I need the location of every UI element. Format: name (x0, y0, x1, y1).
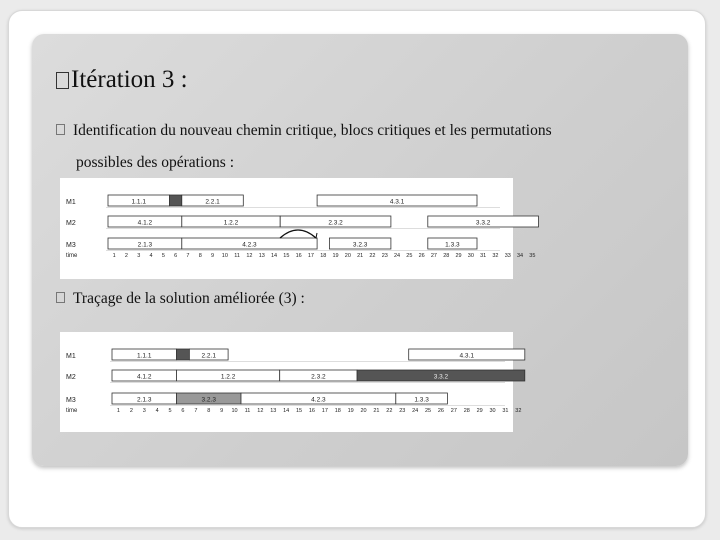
machine-label: M3 (66, 242, 76, 249)
time-tick-label: 16 (295, 253, 302, 259)
time-tick-label: 20 (360, 408, 367, 414)
bullet-2 (56, 290, 305, 308)
time-tick-label: 30 (467, 253, 474, 259)
time-tick-label: 3 (137, 253, 141, 259)
time-axis-label: time (66, 253, 78, 259)
task-label: 3.3.2 (475, 219, 491, 227)
slide-title-text: Itération 3 : (71, 66, 188, 93)
machine-label: M3 (66, 397, 76, 404)
time-tick-label: 11 (244, 408, 251, 414)
task-label: 4.1.2 (137, 373, 152, 381)
bullet-box-icon (56, 292, 65, 303)
task-label: 4.1.2 (137, 219, 153, 227)
time-tick-label: 23 (399, 408, 406, 414)
time-tick-label: 15 (295, 408, 303, 414)
bullet-2-text: Traçage de la solution améliorée (3) : (73, 290, 305, 307)
time-tick-label: 31 (502, 408, 509, 414)
machine-label: M2 (66, 374, 76, 381)
time-tick-label: 27 (450, 408, 457, 414)
time-tick-label: 5 (161, 253, 165, 259)
time-tick-label: 10 (221, 253, 228, 259)
task-label: 3.2.3 (352, 241, 368, 249)
task-label: 4.2.3 (242, 241, 257, 249)
time-tick-label: 17 (307, 253, 315, 259)
time-tick-label: 21 (357, 253, 364, 259)
time-tick-label: 8 (207, 408, 211, 414)
time-tick-label: 19 (347, 408, 354, 414)
time-tick-label: 17 (321, 408, 328, 414)
time-tick-label: 7 (186, 253, 190, 259)
task-label: 1.1.1 (137, 352, 152, 360)
time-tick-label: 19 (332, 253, 339, 259)
machine-label: M2 (66, 220, 76, 227)
time-tick-label: 22 (386, 408, 393, 414)
task-label: 2.3.2 (328, 219, 343, 227)
time-tick-label: 24 (412, 408, 419, 414)
time-tick-label: 31 (480, 253, 487, 259)
task-label: 4.2.3 (311, 396, 326, 404)
time-tick-label: 20 (344, 253, 351, 259)
bullet-1 (56, 122, 552, 140)
time-tick-label: 29 (476, 408, 483, 414)
time-tick-label: 32 (515, 408, 522, 414)
time-tick-label: 11 (234, 253, 241, 259)
task-label: 1.3.3 (414, 396, 429, 404)
time-tick-label: 30 (489, 408, 496, 414)
time-tick-label: 10 (231, 408, 238, 414)
gantt-chart-2-svg (60, 332, 522, 432)
time-tick-label: 6 (181, 408, 185, 414)
time-tick-label: 34 (516, 253, 524, 259)
task-bar (170, 195, 182, 206)
task-label: 4.3.1 (459, 352, 474, 360)
task-label: 2.2.1 (205, 198, 220, 206)
time-tick-label: 25 (406, 253, 413, 259)
time-tick-label: 21 (373, 408, 380, 414)
task-label: 2.1.3 (137, 241, 153, 249)
time-tick-label: 18 (334, 408, 341, 414)
machine-label: M1 (66, 199, 76, 206)
time-tick-label: 14 (270, 253, 278, 259)
time-tick-label: 13 (258, 253, 265, 259)
task-label: 2.1.3 (137, 396, 152, 404)
time-tick-label: 4 (149, 253, 153, 259)
gantt-chart-solution (60, 332, 522, 432)
task-label: 1.2.2 (223, 219, 239, 227)
time-tick-label: 14 (283, 408, 290, 414)
time-tick-label: 27 (430, 253, 438, 259)
time-tick-label: 9 (211, 253, 215, 259)
task-bar (177, 349, 190, 360)
time-tick-label: 32 (492, 253, 499, 259)
task-label: 1.2.2 (220, 373, 236, 381)
time-tick-label: 13 (270, 408, 277, 414)
task-label: 1.1.1 (131, 198, 146, 206)
time-tick-label: 33 (504, 253, 511, 259)
task-label: 2.3.2 (311, 373, 326, 381)
time-tick-label: 1 (112, 253, 116, 259)
time-tick-label: 16 (308, 408, 316, 414)
time-tick-label: 29 (455, 253, 462, 259)
time-tick-label: 18 (320, 253, 327, 259)
gantt-chart-1-svg (60, 178, 536, 279)
time-tick-label: 35 (529, 253, 536, 259)
permutation-arc (280, 230, 316, 238)
time-tick-label: 28 (443, 253, 450, 259)
gantt-chart-iteration (60, 178, 536, 279)
bullet-box-icon (56, 72, 69, 89)
task-label: 4.3.1 (389, 198, 405, 206)
time-tick-label: 12 (246, 253, 253, 259)
time-tick-label: 26 (437, 408, 445, 414)
time-tick-label: 12 (257, 408, 264, 414)
time-tick-label: 24 (393, 253, 401, 259)
time-tick-label: 4 (155, 408, 159, 414)
bullet-box-icon (56, 124, 65, 135)
time-tick-label: 6 (174, 253, 178, 259)
task-label: 1.3.3 (445, 241, 460, 249)
time-tick-label: 1 (116, 408, 120, 414)
slide-title (56, 66, 188, 94)
time-tick-label: 5 (168, 408, 172, 414)
time-tick-label: 3 (142, 408, 146, 414)
time-tick-label: 2 (129, 408, 133, 414)
time-tick-label: 9 (220, 408, 224, 414)
bullet-1-text: Identification du nouveau chemin critique, blocs critiques et les permutations (73, 122, 552, 139)
task-label: 3.2.3 (201, 396, 216, 404)
task-label: 2.2.1 (201, 352, 216, 360)
time-tick-label: 2 (124, 253, 128, 259)
time-tick-label: 8 (198, 253, 202, 259)
time-tick-label: 15 (283, 253, 290, 259)
time-tick-label: 7 (194, 408, 198, 414)
task-label: 3.3.2 (433, 373, 449, 381)
machine-label: M1 (66, 353, 76, 360)
time-axis-label: time (66, 408, 78, 414)
permutation-arrowhead (312, 233, 317, 238)
time-tick-label: 28 (463, 408, 470, 414)
time-tick-label: 26 (418, 253, 425, 259)
time-tick-label: 22 (369, 253, 376, 259)
time-tick-label: 23 (381, 253, 388, 259)
bullet-1-continuation: possibles des opérations : (76, 154, 234, 171)
time-tick-label: 25 (424, 408, 432, 414)
